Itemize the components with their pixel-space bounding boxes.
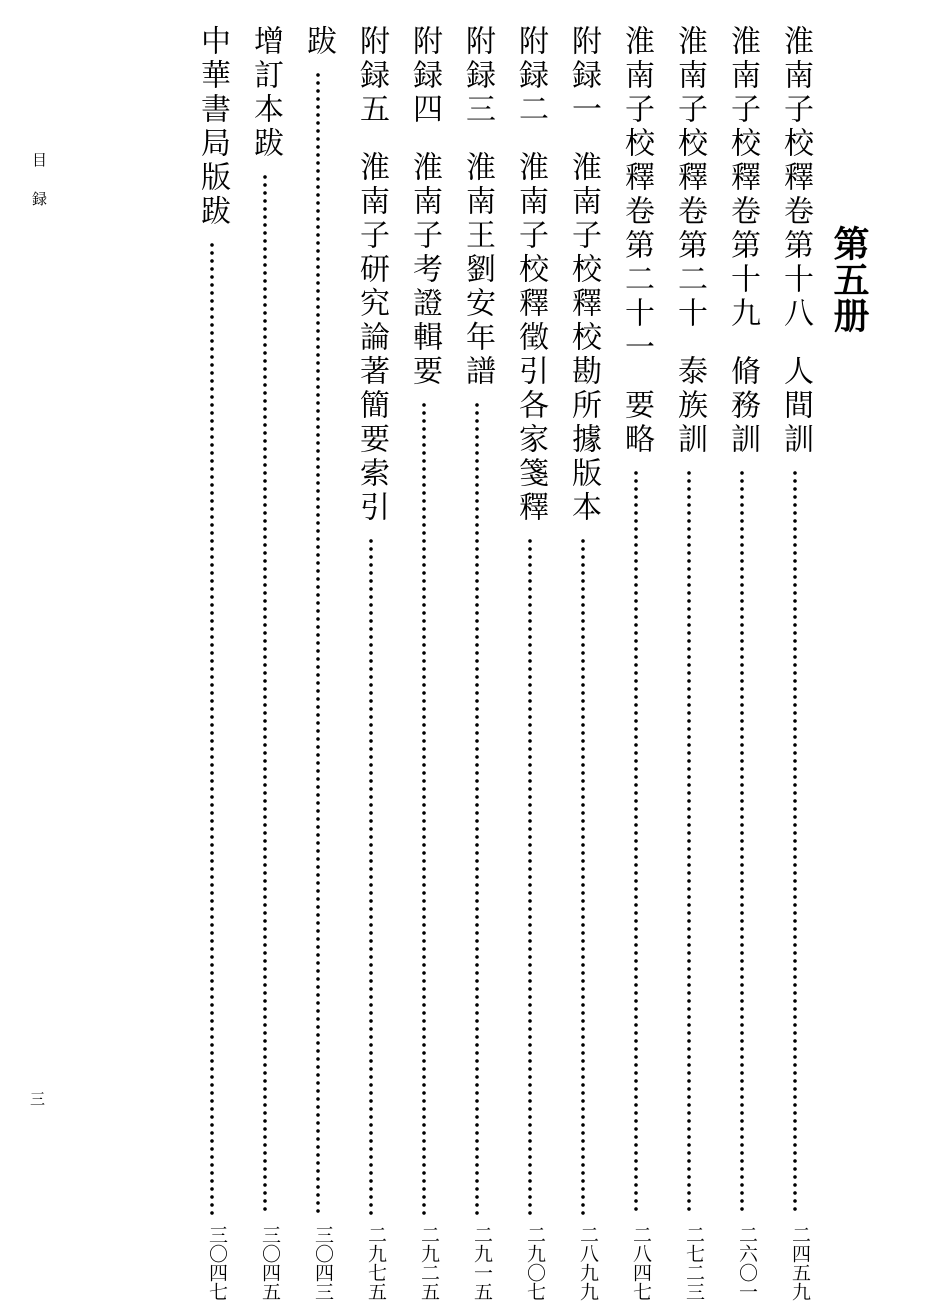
entry-page-number: 三〇四七 bbox=[206, 1225, 228, 1301]
dot-leader bbox=[475, 401, 479, 1215]
entry-page-number: 二九一五 bbox=[471, 1225, 493, 1301]
entry-label: 附録一 bbox=[566, 25, 601, 127]
entry-title: 淮南子校釋校勘所據版本 bbox=[566, 151, 601, 525]
entry-label: 附録四 bbox=[407, 25, 442, 127]
toc-entry[interactable] bbox=[725, 25, 759, 1215]
entry-page-number: 二八九九 bbox=[577, 1225, 599, 1301]
page-number: 三 bbox=[30, 1090, 46, 1108]
toc-entry[interactable] bbox=[301, 25, 335, 1215]
entry-title: 淮南子研究論著簡要索引 bbox=[354, 151, 389, 525]
entry-label: 淮南子校釋卷第二十一 bbox=[619, 25, 654, 365]
entry-page-number: 二四五九 bbox=[789, 1225, 811, 1301]
toc-entry[interactable] bbox=[195, 25, 229, 1215]
dot-leader bbox=[422, 401, 426, 1215]
dot-leader bbox=[687, 469, 691, 1215]
entry-page-number: 二九七五 bbox=[365, 1225, 387, 1301]
entry-page-number: 二九二五 bbox=[418, 1225, 440, 1301]
entry-title: 淮南子考證輯要 bbox=[407, 151, 442, 389]
entry-label: 淮南子校釋卷第十九 bbox=[725, 25, 760, 331]
toc-entry[interactable] bbox=[672, 25, 706, 1215]
entry-page-number: 二七二三 bbox=[683, 1225, 705, 1301]
toc-entry[interactable] bbox=[407, 25, 441, 1215]
toc-entry[interactable] bbox=[354, 25, 388, 1215]
running-head: 目録 bbox=[30, 152, 48, 230]
toc-entry[interactable] bbox=[778, 25, 812, 1215]
entry-label: 中華書局版跋 bbox=[195, 25, 230, 229]
toc-entry[interactable] bbox=[460, 25, 494, 1215]
entry-title: 淮南子校釋徵引各家箋釋 bbox=[513, 151, 548, 525]
toc-entry[interactable] bbox=[513, 25, 547, 1215]
volume-heading: 第五册 bbox=[828, 225, 869, 333]
dot-leader bbox=[316, 71, 320, 1215]
dot-leader bbox=[581, 537, 585, 1215]
entry-page-number: 三〇四五 bbox=[259, 1225, 281, 1301]
dot-leader bbox=[210, 241, 214, 1215]
toc-entry[interactable] bbox=[248, 25, 282, 1215]
entry-page-number: 二八四七 bbox=[630, 1225, 652, 1301]
entry-title: 人間訓 bbox=[778, 355, 813, 457]
entry-label: 跋 bbox=[301, 25, 336, 59]
entry-title: 泰族訓 bbox=[672, 355, 707, 457]
entry-page-number: 三〇四三 bbox=[312, 1225, 334, 1301]
entry-label: 增訂本跋 bbox=[248, 25, 283, 161]
entry-label: 淮南子校釋卷第二十 bbox=[672, 25, 707, 331]
dot-leader bbox=[634, 469, 638, 1215]
toc-entry[interactable] bbox=[619, 25, 653, 1215]
entry-page-number: 二六〇一 bbox=[736, 1225, 758, 1301]
entry-label: 附録三 bbox=[460, 25, 495, 127]
dot-leader bbox=[740, 469, 744, 1215]
dot-leader bbox=[263, 173, 267, 1215]
entry-label: 附録五 bbox=[354, 25, 389, 127]
entry-title: 脩務訓 bbox=[725, 355, 760, 457]
entry-label: 附録二 bbox=[513, 25, 548, 127]
dot-leader bbox=[793, 469, 797, 1215]
entry-label: 淮南子校釋卷第十八 bbox=[778, 25, 813, 331]
toc-entry[interactable] bbox=[566, 25, 600, 1215]
entry-page-number: 二九〇七 bbox=[524, 1225, 546, 1301]
dot-leader bbox=[369, 537, 373, 1215]
entry-title: 要略 bbox=[619, 389, 654, 457]
dot-leader bbox=[528, 537, 532, 1215]
entry-title: 淮南王劉安年譜 bbox=[460, 151, 495, 389]
